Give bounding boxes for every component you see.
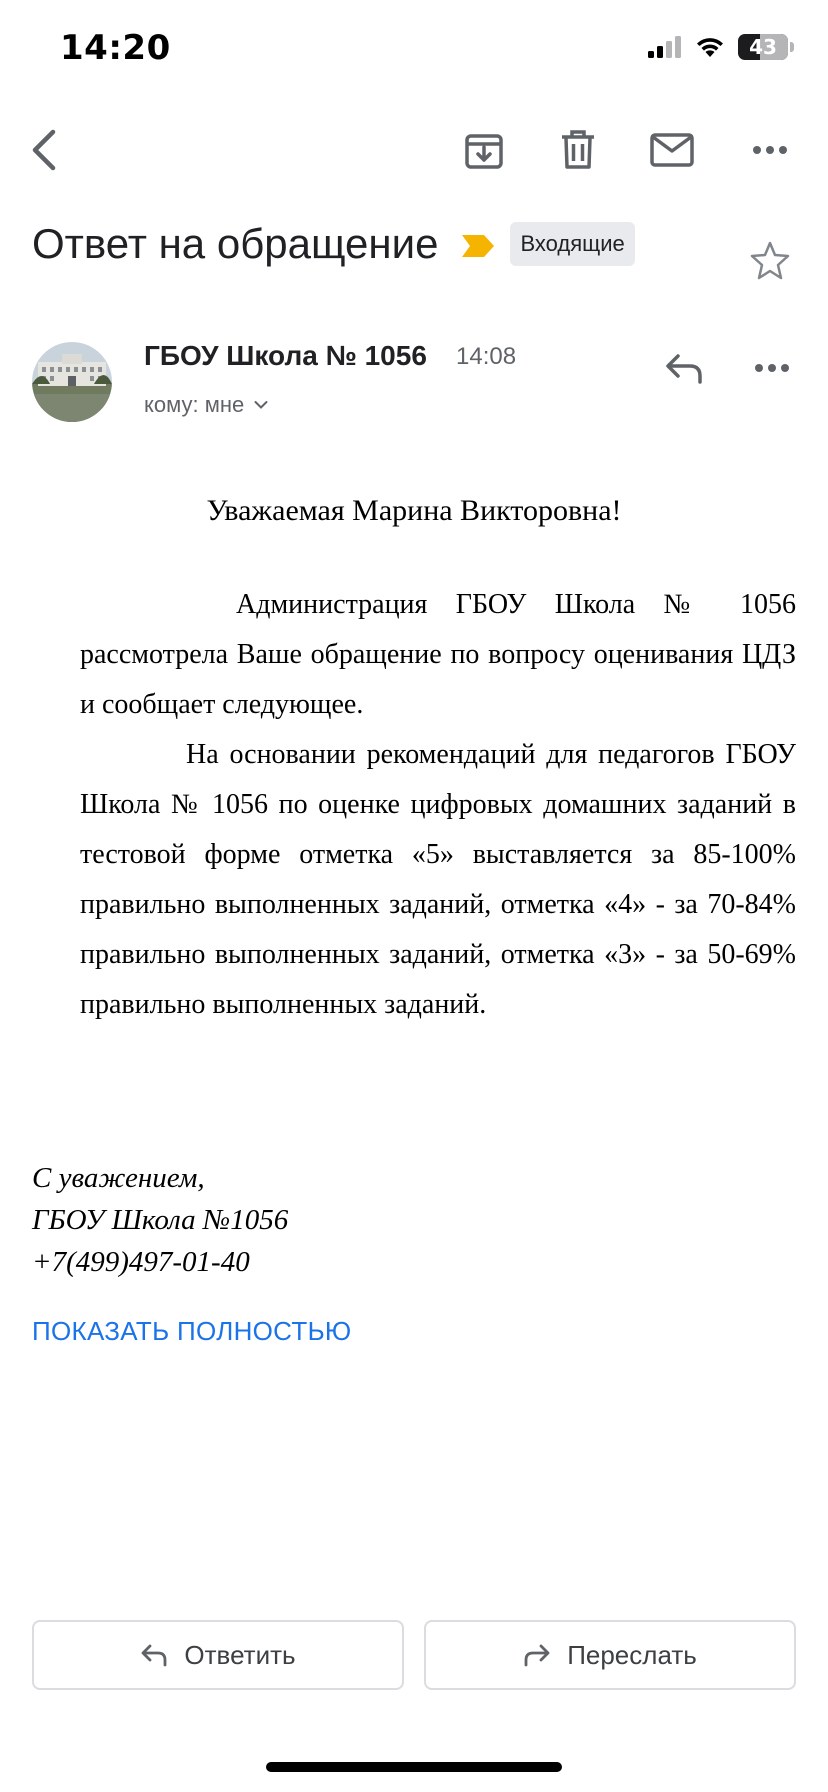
sender-name[interactable]: ГБОУ Школа № 1056 <box>144 340 427 371</box>
forward-button-label: Переслать <box>567 1639 697 1670</box>
signature-organization: ГБОУ Школа №1056 <box>32 1204 289 1236</box>
email-toolbar <box>0 110 828 190</box>
toolbar-more-button[interactable] <box>740 120 800 180</box>
battery-nub <box>790 42 794 52</box>
star-button[interactable] <box>744 234 796 286</box>
status-bar <box>0 0 828 100</box>
sender-avatar[interactable] <box>32 342 112 422</box>
reply-icon <box>140 1643 168 1667</box>
subject-row <box>32 220 792 268</box>
message-more-button[interactable] <box>744 340 800 396</box>
school-building-image <box>32 342 112 422</box>
status-time: 14:20 <box>60 28 171 68</box>
archive-button[interactable] <box>454 120 514 180</box>
mail-icon <box>650 133 694 167</box>
battery-icon <box>738 34 788 60</box>
recipient-details[interactable] <box>144 392 268 418</box>
reply-button[interactable] <box>32 1620 404 1690</box>
status-icons <box>648 34 794 60</box>
archive-icon <box>464 130 504 170</box>
show-full-link[interactable]: ПОКАЗАТЬ ПОЛНОСТЬЮ <box>32 1316 352 1346</box>
trash-icon <box>560 130 596 170</box>
email-paragraph-2: На основании рекомендаций для педагогов ГБОУ Школа № 1056 по оценке цифровых домашних заданий в тестовой форме отметка «5» выставляется за 85-100% правильно выполненных заданий, отметка «4» - за 70-84% правильно выполненных заданий, отметка «3» - за 50-69% правильно выполненных заданий. <box>80 739 796 1020</box>
reply-button-label: Ответить <box>184 1639 296 1670</box>
inbox-label-chip[interactable]: Входящие <box>510 222 634 266</box>
reply-icon <box>664 352 704 384</box>
importance-marker-icon[interactable] <box>460 233 496 259</box>
forward-icon <box>523 1643 551 1667</box>
cellular-signal-icon <box>648 36 682 58</box>
forward-button[interactable] <box>424 1620 796 1690</box>
home-indicator[interactable] <box>266 1762 562 1772</box>
battery-level: 43 <box>749 35 777 59</box>
email-time: 14:08 <box>456 343 517 370</box>
chevron-down-icon <box>254 400 268 410</box>
mark-unread-button[interactable] <box>642 120 702 180</box>
back-arrow-icon <box>29 129 59 171</box>
signature-phone: +7(499)497-01-40 <box>32 1246 250 1278</box>
more-horizontal-icon <box>752 145 788 155</box>
recipient-label: кому: мне <box>144 392 245 417</box>
back-button[interactable] <box>14 120 74 180</box>
star-icon <box>750 240 790 280</box>
signature-closing: С уважением, <box>32 1162 205 1194</box>
wifi-icon <box>694 35 726 59</box>
email-paragraph-1: Администрация ГБОУ Школа № 1056 рассмотрела Ваше обращение по вопросу оценивания ЦДЗ и сообщает следующее. <box>80 589 796 720</box>
email-subject: Ответ на обращение <box>32 220 439 267</box>
quick-reply-button[interactable] <box>656 340 712 396</box>
email-greeting: Уважаемая Марина Викторовна! <box>206 494 622 527</box>
delete-button[interactable] <box>548 120 608 180</box>
more-horizontal-icon <box>754 363 790 373</box>
